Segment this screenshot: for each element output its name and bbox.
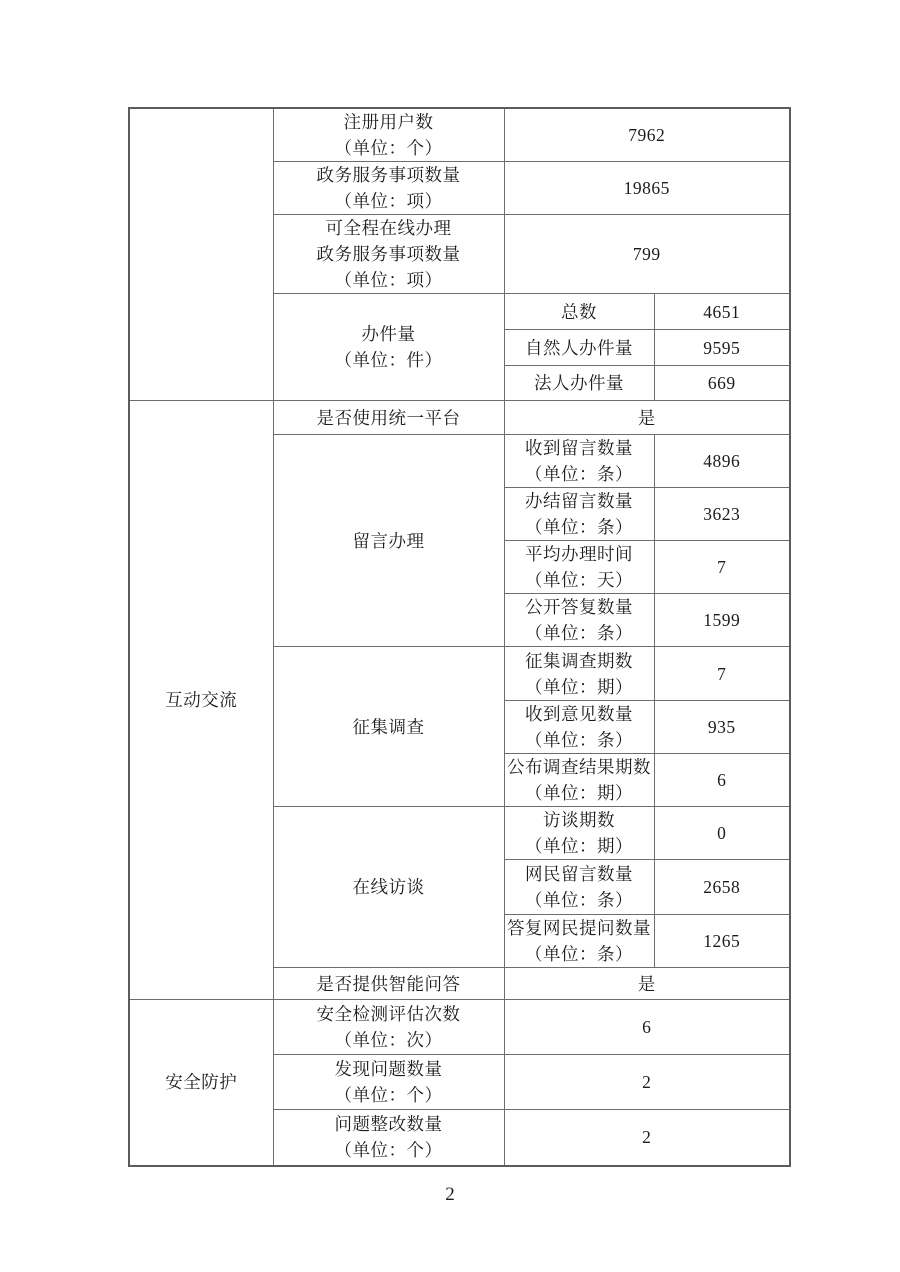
value-problems-fixed: 2 [504, 1110, 790, 1166]
interviews-replies-unit: （单位：条） [525, 944, 633, 964]
value-messages-received: 4896 [654, 435, 790, 488]
row-label-problems-found [273, 1055, 504, 1110]
online-items-line2: 政务服务事项数量 [316, 244, 461, 264]
online-items-unit: （单位：项） [334, 270, 443, 290]
row-label-security-assessments [273, 1000, 504, 1055]
row-label-registered-users [273, 108, 504, 162]
group-label-interviews: 在线访谈 [273, 807, 504, 968]
problems-fixed-unit: （单位：个） [334, 1140, 443, 1161]
value-interviews-replies: 1265 [654, 915, 790, 968]
online-items-line1: 可全程在线办理 [325, 218, 452, 238]
security-assessments-unit: （单位：次） [334, 1030, 443, 1050]
value-interviews-periods: 0 [654, 807, 790, 860]
category-label-interaction: 互动交流 [165, 690, 238, 710]
value-interviews-netizen-messages: 2658 [654, 860, 790, 915]
value-security-assessments: 6 [504, 1000, 790, 1055]
value-cases-total: 4651 [654, 294, 790, 330]
sub-label-messages-avg-time [504, 541, 654, 594]
messages-received-unit: （单位：条） [525, 464, 633, 484]
messages-received-label: 收到留言数量 [525, 438, 633, 458]
surveys-results-unit: （单位：期） [525, 783, 633, 803]
sub-label-surveys-results [504, 754, 654, 807]
value-surveys-periods: 7 [654, 647, 790, 701]
row-label-smart-qa: 是否提供智能问答 [273, 968, 504, 1000]
cases-label: 办件量 [361, 324, 416, 344]
interviews-netizen-messages-label: 网民留言数量 [525, 864, 633, 884]
problems-found-label: 发现问题数量 [334, 1059, 443, 1079]
surveys-opinions-label: 收到意见数量 [525, 704, 633, 724]
value-cases-legal: 669 [654, 366, 790, 401]
messages-avg-time-label: 平均办理时间 [525, 544, 633, 564]
value-problems-found: 2 [504, 1055, 790, 1110]
category-cell-security [129, 1000, 273, 1166]
category-label-security: 安全防护 [165, 1072, 238, 1093]
row-label-unified-platform: 是否使用统一平台 [273, 401, 504, 435]
sub-label-messages-public-replies [504, 594, 654, 647]
group-label-messages: 留言办理 [273, 435, 504, 647]
annual-report-table [128, 107, 791, 1167]
service-items-unit: （单位：项） [334, 191, 443, 211]
messages-avg-time-unit: （单位：天） [525, 570, 633, 590]
problems-found-unit: （单位：个） [334, 1085, 443, 1105]
messages-public-replies-label: 公开答复数量 [525, 597, 633, 617]
sub-label-messages-resolved [504, 488, 654, 541]
security-assessments-label: 安全检测评估次数 [316, 1004, 461, 1024]
interviews-periods-unit: （单位：期） [525, 836, 633, 856]
sub-label-surveys-periods [504, 647, 654, 701]
category-cell-service [129, 108, 273, 401]
page-number: 2 [445, 1184, 455, 1205]
sub-label-cases-legal: 法人办件量 [504, 366, 654, 401]
messages-public-replies-unit: （单位：条） [525, 623, 633, 643]
row-label-online-items [273, 215, 504, 294]
sub-label-interviews-periods [504, 807, 654, 860]
cases-unit: （单位：件） [334, 350, 443, 370]
messages-resolved-unit: （单位：条） [525, 517, 633, 537]
sub-label-cases-total: 总数 [504, 294, 654, 330]
value-messages-avg-time: 7 [654, 541, 790, 594]
sub-label-cases-natural: 自然人办件量 [504, 330, 654, 366]
surveys-periods-label: 征集调查期数 [525, 650, 633, 671]
surveys-results-label: 公布调查结果期数 [507, 757, 651, 777]
sub-label-interviews-netizen-messages [504, 860, 654, 915]
value-surveys-results: 6 [654, 754, 790, 807]
interviews-netizen-messages-unit: （单位：条） [525, 890, 633, 910]
value-messages-public-replies: 1599 [654, 594, 790, 647]
value-cases-natural: 9595 [654, 330, 790, 366]
row-label-service-items [273, 162, 504, 215]
interviews-periods-label: 访谈期数 [543, 810, 615, 830]
surveys-periods-unit: （单位：期） [525, 676, 633, 697]
value-smart-qa: 是 [504, 968, 790, 1000]
row-label-problems-fixed [273, 1110, 504, 1166]
category-cell-interaction [129, 401, 273, 1000]
sub-label-interviews-replies [504, 915, 654, 968]
value-unified-platform: 是 [504, 401, 790, 435]
registered-users-label: 注册用户数 [343, 112, 434, 132]
value-surveys-opinions: 935 [654, 701, 790, 754]
service-items-label: 政务服务事项数量 [316, 165, 461, 185]
sub-label-messages-received [504, 435, 654, 488]
group-label-cases [273, 294, 504, 401]
group-label-surveys: 征集调查 [273, 647, 504, 807]
value-service-items: 19865 [504, 162, 790, 215]
sub-label-surveys-opinions [504, 701, 654, 754]
interviews-replies-label: 答复网民提问数量 [507, 918, 651, 938]
value-registered-users: 7962 [504, 108, 790, 162]
registered-users-unit: （单位：个） [334, 138, 443, 158]
messages-resolved-label: 办结留言数量 [525, 491, 633, 511]
surveys-opinions-unit: （单位：条） [525, 730, 633, 750]
problems-fixed-label: 问题整改数量 [334, 1114, 443, 1135]
value-messages-resolved: 3623 [654, 488, 790, 541]
value-online-items: 799 [504, 215, 790, 294]
